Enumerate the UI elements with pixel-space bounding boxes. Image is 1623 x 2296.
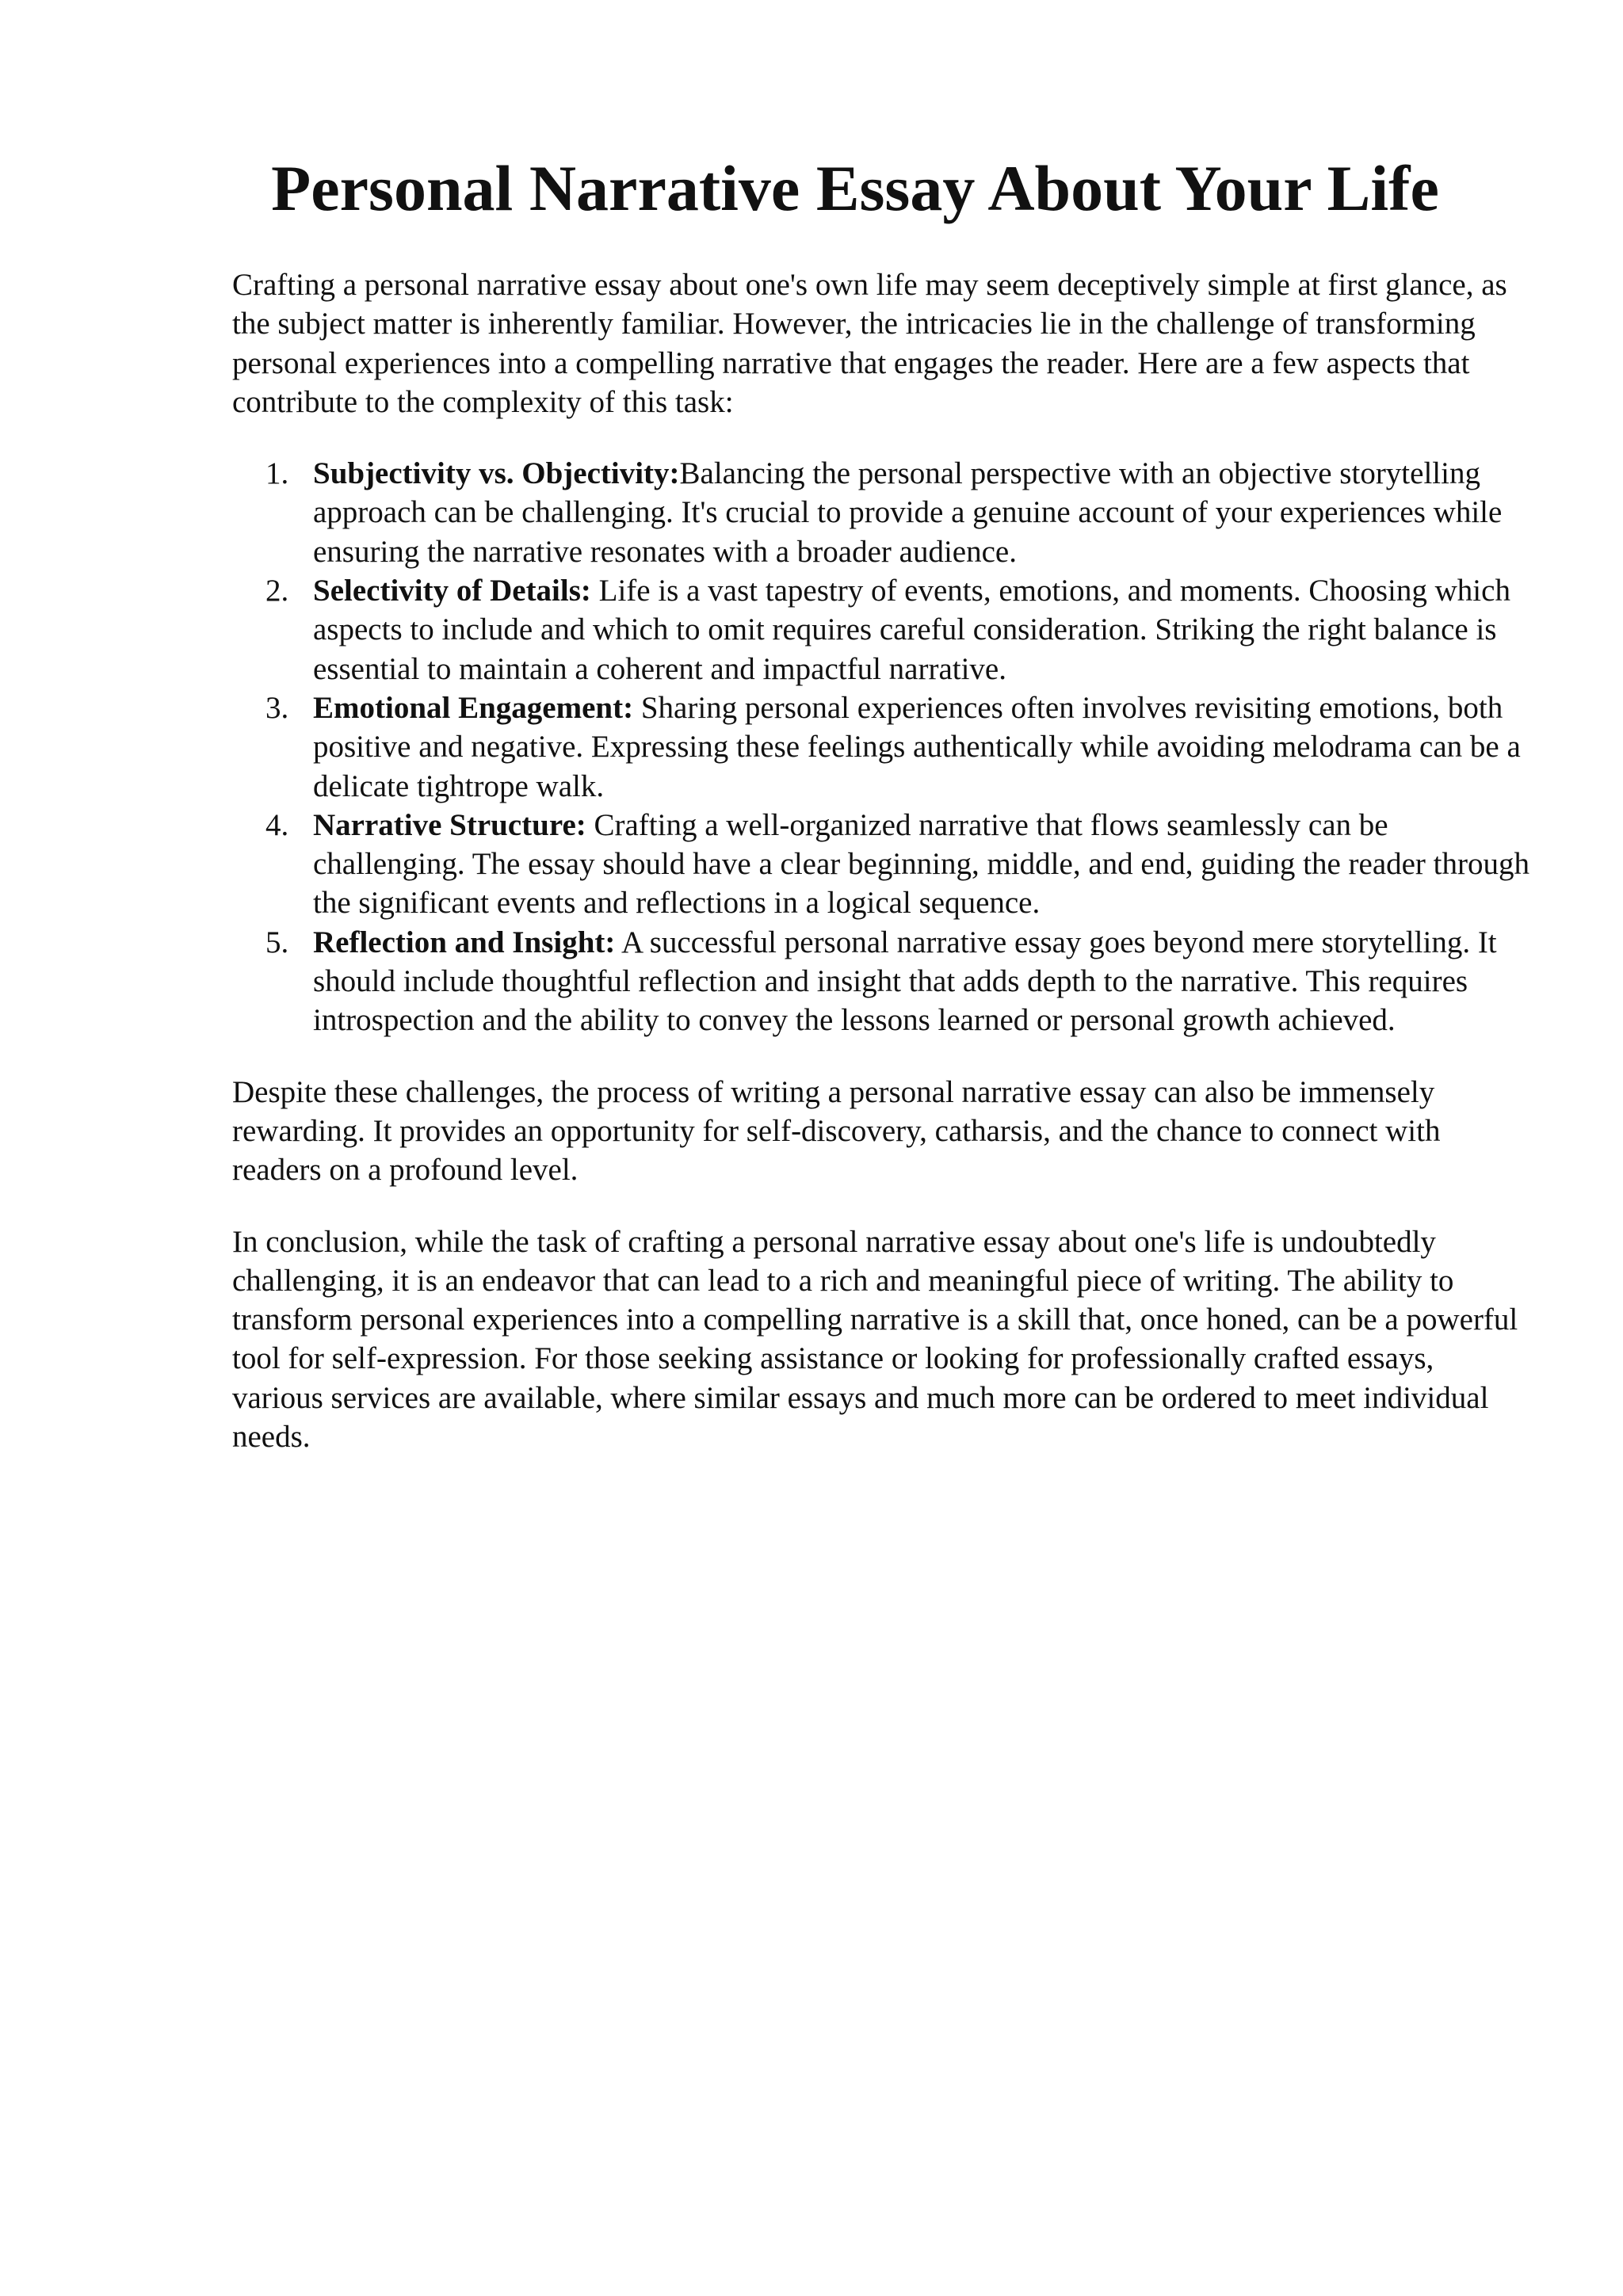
list-item-term: Emotional Engagement: <box>313 690 634 725</box>
list-item <box>232 571 1532 688</box>
list-item-term: Reflection and Insight: <box>313 925 616 959</box>
list-item-text: A successful personal narrative essay goes beyond mere storytelling. It should include thoughtful reflection and insight that adds depth to the narrative. This requires introspection and the ability to convey the lessons learned or personal growth achieved. <box>313 925 1497 1038</box>
list-item-number: 4. <box>265 807 289 842</box>
list-item-term: Subjectivity vs. Objectivity: <box>313 456 680 491</box>
list-item-text: Life is a vast tapestry of events, emotions, and moments. Choosing which aspects to include and which to omit requires careful consideration. Striking the right balance is essential to maintain a coherent and impactful narrative. <box>313 574 1510 686</box>
despite-paragraph: Despite these challenges, the process of writing a personal narrative essay can also be immensely rewarding. It provides an opportunity for self-discovery, catharsis, and the chance to connect with readers on a profound level. <box>232 1074 1441 1188</box>
essay-body <box>232 265 1532 1456</box>
conclusion-paragraph: In conclusion, while the task of crafting a personal narrative essay about one's life is undoubtedly challenging, it is an endeavor that can lead to a rich and meaningful piece of writing. The ability to transform personal experiences into a compelling narrative is a skill that, once honed, can be a powerful tool for self-expression. For those seeking assistance or looking for professionally crafted essays, various services are available, where similar essays and much more can be ordered to meet individual needs. <box>232 1224 1518 1455</box>
list-item-text: Balancing the personal perspective with an objective storytelling approach can be challenging. It's crucial to provide a genuine account of your experiences while ensuring the narrative resonates with a broader audience. <box>313 456 1503 569</box>
list-item-term: Selectivity of Details: <box>313 574 591 608</box>
list-item-number: 5. <box>265 925 289 959</box>
intro-paragraph: Crafting a personal narrative essay about one's own life may seem deceptively simple at first glance, as the subject matter is inherently familiar. However, the intricacies lie in the challenge of transforming personal experiences into a compelling narrative that engages the reader. Here are a few aspects that contribute to the complexity of this task: <box>232 268 1507 419</box>
list-item-number: 2. <box>265 574 289 608</box>
list-item <box>232 688 1532 806</box>
list-item-number: 1. <box>265 456 289 491</box>
list-item-text: Sharing personal experiences often involves revisiting emotions, both positive and negative. Expressing these feelings authentically while avoiding melodrama can be a delicate tightrope walk. <box>313 690 1521 803</box>
list-item-text: Crafting a well-organized narrative that flows seamlessly can be challenging. The essay should have a clear beginning, middle, and end, guiding the reader through the significant events and reflections in a logical sequence. <box>313 807 1529 921</box>
page-title: Personal Narrative Essay About Your Life <box>271 152 1439 224</box>
list-item <box>232 923 1532 1040</box>
list-item <box>232 806 1532 923</box>
list-item-number: 3. <box>265 690 289 725</box>
list-item <box>232 454 1532 571</box>
list-item-term: Narrative Structure: <box>313 807 586 842</box>
challenges-list <box>232 454 1532 1039</box>
